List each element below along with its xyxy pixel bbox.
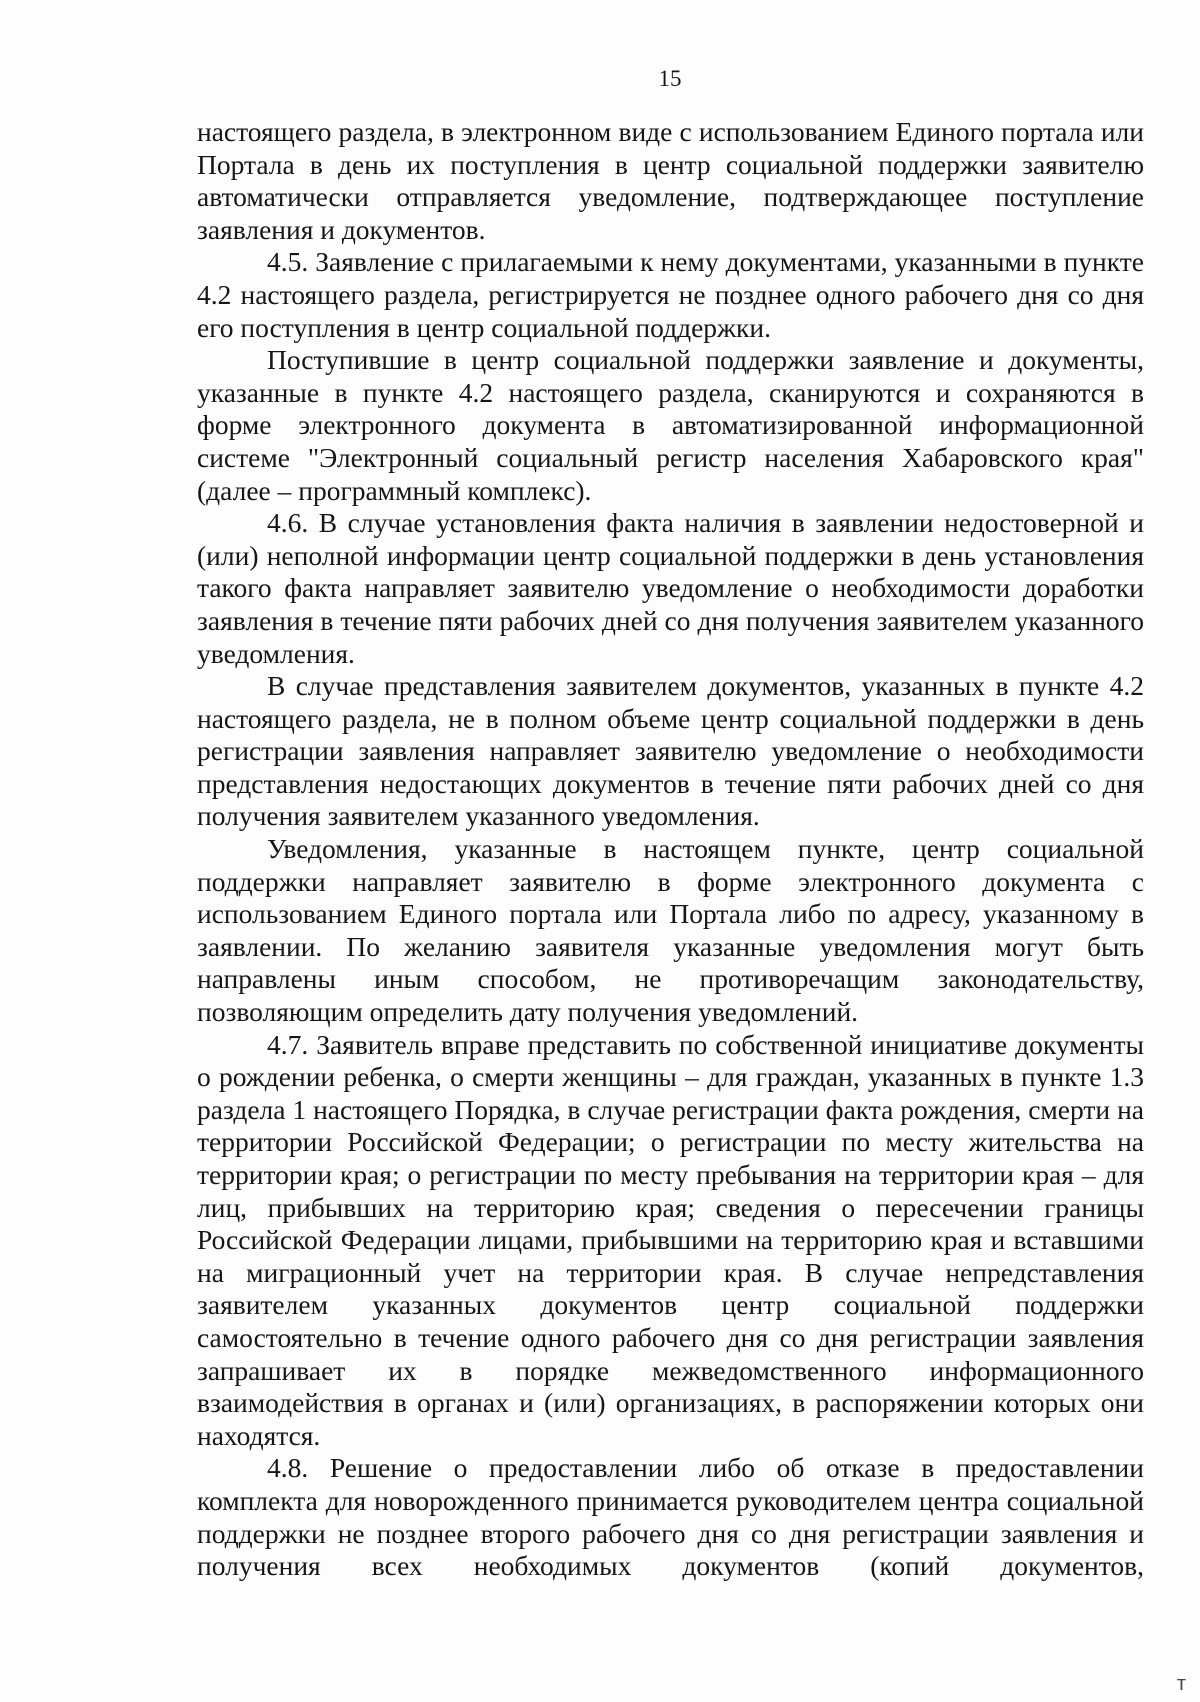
corner-mark: т <box>1176 1673 1186 1695</box>
paragraph-scan-storage: Поступившие в центр социальной поддержки заявление и документы, указанные в пункте 4.2 настоящего раздела, сканируются и сохраняются в форме электронного документа в автоматизированной информационной системе "Электронный социальный регистр населения Хабаровского края" (далее – программный комплекс). <box>197 344 1144 506</box>
paragraph-continuation: настоящего раздела, в электронном виде с использованием Единого портала или Портала в день их поступления в центр социальной поддержки заявителю автоматически отправляется уведомление, подтверждающее поступление заявления и документов. <box>197 116 1144 245</box>
paragraph-4-6: 4.6. В случае установления факта наличия в заявлении недостоверной и (или) неполной информации центр социальной поддержки в день установления такого факта направляет заявителю уведомление о необходимости доработки заявления в течение пяти рабочих дней со дня получения заявителем указанного уведомления. <box>197 507 1144 669</box>
paragraph-notifications: Уведомления, указанные в настоящем пункте, центр социальной поддержки направляет заявителю в форме электронного документа с использованием Единого портала или Портала либо по адресу, указанному в заявлении. По желанию заявителя указанные уведомления могут быть направлены иным способом, не противоречащим законодательству, позволяющим определить дату получения уведомлений. <box>197 833 1144 1028</box>
paragraph-4-7: 4.7. Заявитель вправе представить по собственной инициативе документы о рождении ребенка, о смерти женщины – для граждан, указанных в пункте 1.3 раздела 1 настоящего Порядка, в случае регистрации факта рождения, смерти на территории Российской Федерации; о регистрации по месту жительства на территории края; о регистрации по месту пребывания на территории края – для лиц, прибывших на территорию края; сведения о пересечении границы Российской Федерации лицами, прибывшими на территорию края и вставшими на миграционный учет на территории края. В случае непредставления заявителем указанных документов центр социальной поддержки самостоятельно в течение одного рабочего дня со дня регистрации заявления запрашивает их в порядке межведомственного информационного взаимодействия в органах и (или) организациях, в распоряжении которых они находятся. <box>197 1028 1144 1451</box>
paragraph-4-5: 4.5. Заявление с прилагаемыми к нему документами, указанными в пункте 4.2 настоящего раздела, регистрируется не позднее одного рабочего дня со дня его поступления в центр социальной поддержки. <box>197 246 1144 343</box>
document-body <box>197 116 1144 1583</box>
paragraph-incomplete-documents: В случае представления заявителем документов, указанных в пункте 4.2 настоящего раздела, не в полном объеме центр социальной поддержки в день регистрации заявления направляет заявителю уведомление о необходимости представления недостающих документов в течение пяти рабочих дней со дня получения заявителем указанного уведомления. <box>197 670 1144 832</box>
page-number: 15 <box>658 66 682 91</box>
paragraph-4-8: 4.8. Решение о предоставлении либо об отказе в предоставлении комплекта для новорожденного принимается руководителем центра социальной поддержки не позднее второго рабочего дня со дня регистрации заявления и получения всех необходимых документов (копий документов, <box>197 1452 1144 1582</box>
